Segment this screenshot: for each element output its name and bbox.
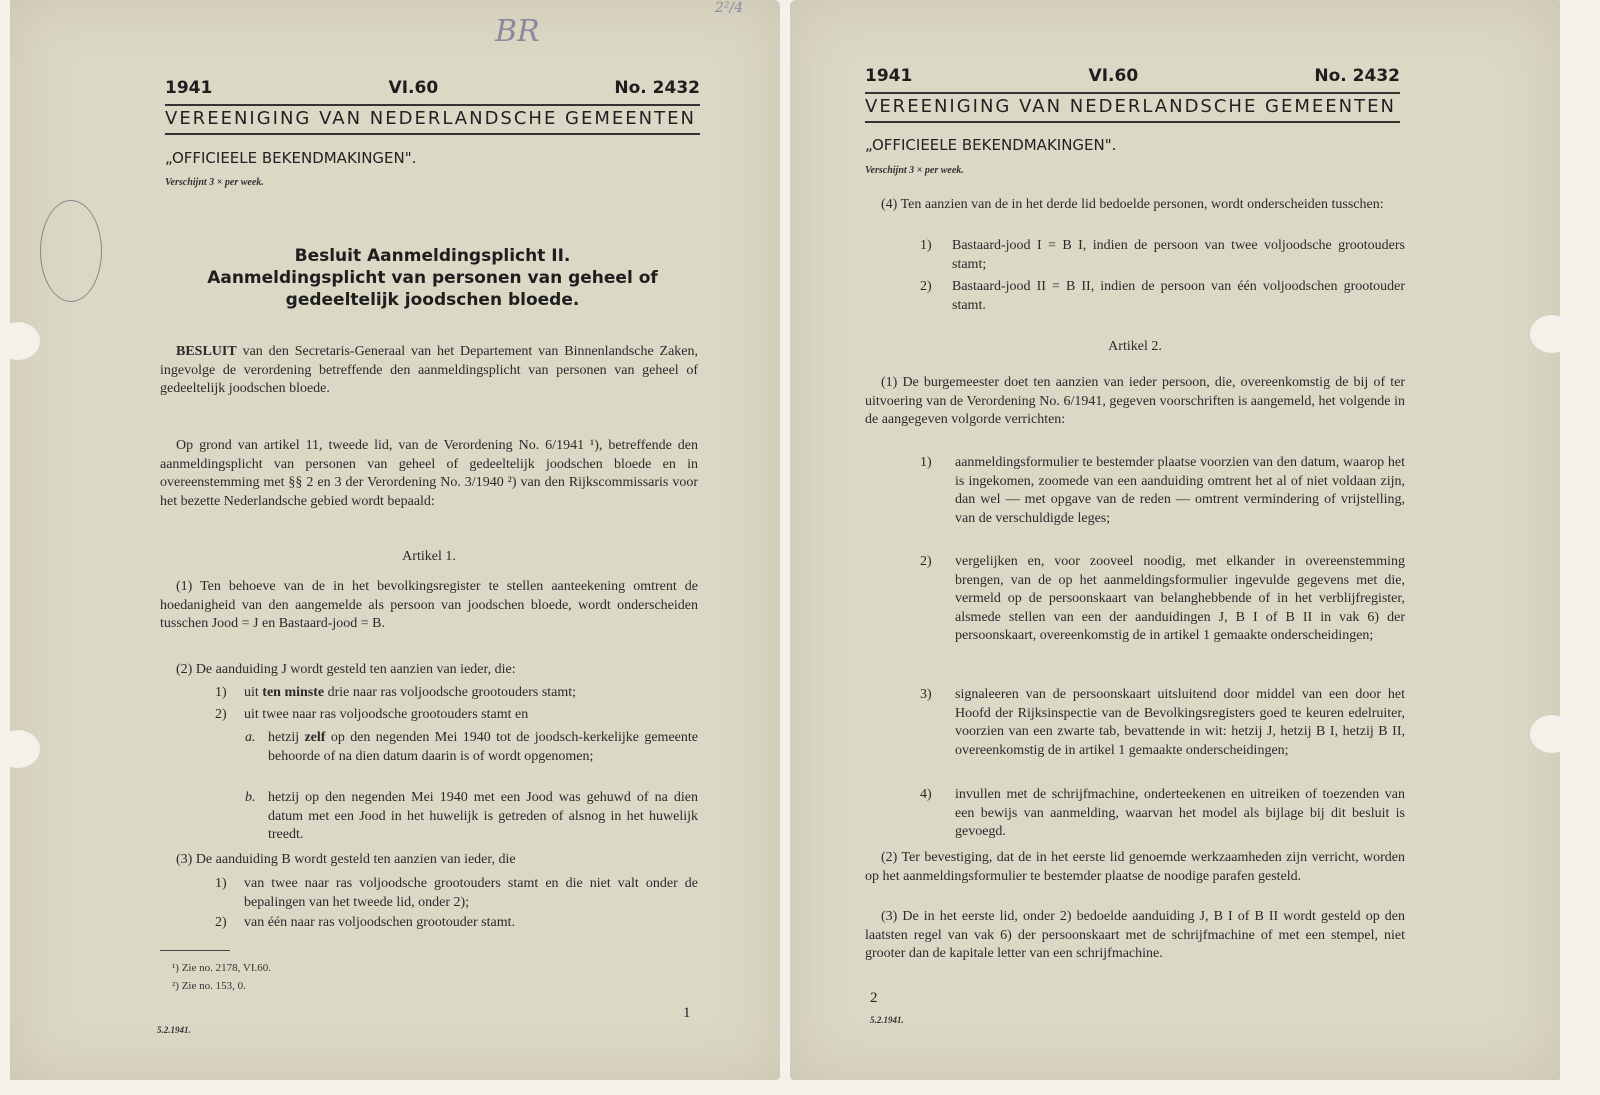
- besluit-text: van den Secretaris-Generaal van het Departement van Binnenlandsche Zaken, ingevolge de verordening betreffende den aanmeldingsplicht van personen van geheel of gedeeltelijk joodschen bloede.: [160, 344, 698, 396]
- right-page: [715, 0, 1560, 1080]
- item-text: invullen met de schrijfmachine, onderteekenen en uitreiken of toezenden van een bewijs van aanmelding, waarvan het model als bijlage bij dit besluit is gevoegd.: [955, 787, 1405, 839]
- text-run: uit: [244, 685, 263, 700]
- footnote-2: ²) Zie no. 153, 0.: [172, 980, 246, 992]
- item-number: 1): [920, 238, 932, 253]
- punch-hole-top: [1530, 315, 1574, 353]
- item-number: 2): [920, 554, 932, 569]
- item-text: signaleeren van de persoonskaart uitsluitend door middel van een door het Hoofd der Rijksinspectie van de Bevolkingsregisters goed te keuren edelruiter, voorzien van een zwarte tab, bevattende in wit: hetzij J, hetzij B I, hetzij B II, overeenkomstig de in artikel 1 gemaakte onderscheidingen;: [955, 687, 1405, 758]
- item-number: 1): [920, 455, 932, 470]
- header-row: [165, 78, 700, 98]
- frequency-note: Verschijnt 3 × per week.: [865, 165, 964, 176]
- item-text: Bastaard-jood II = B II, indien de persoon van één voljoodschen grootouder stamt.: [952, 279, 1405, 313]
- sub-item: [245, 789, 698, 845]
- header-year: 1941: [865, 66, 913, 86]
- list-item: [920, 686, 1405, 760]
- title-line-2: Aanmeldingsplicht van personen van geheel of: [207, 268, 658, 288]
- list-item: [215, 706, 698, 725]
- document-title: [165, 245, 700, 311]
- header-year: 1941: [165, 78, 213, 98]
- besluit-paragraph: [160, 343, 698, 399]
- item-number: 1): [215, 685, 227, 700]
- bold-run: ten minste: [262, 685, 325, 700]
- item-text: hetzij op den negenden Mei 1940 met een Jood was gehuwd of na dien datum met een Jood in het huwelijk is getreden of alsnog in het huwelijk treedt.: [268, 790, 698, 842]
- item-number: 4): [920, 787, 932, 802]
- list-item: [215, 914, 698, 933]
- preamble: Op grond van artikel 11, tweede lid, van de Verordening No. 6/1941 ¹), betreffende den aanmeldingsplicht van personen van geheel of gedeeltelijk joodschen bloede en in overeenstemming met §§ 2 en 3 der Verordening No. 3/1940 ²) van den Rijkscommissaris voor het bezette Nederlandsche gebied wordt bepaald:: [160, 438, 698, 509]
- sub-item: [245, 729, 698, 766]
- list-item: [920, 553, 1405, 646]
- pencil-annotation: BR: [495, 14, 540, 49]
- list-item: [215, 684, 698, 703]
- page-number: 2: [870, 990, 878, 1006]
- article-1-heading: Artikel 1.: [402, 549, 456, 564]
- header-code: VI.60: [1088, 66, 1139, 86]
- item-number: 2): [215, 707, 227, 722]
- text-run: op den negenden Mei 1940 tot de joodsch-kerkelijke gemeente behoorde of na dien datum daarin is of wordt opgenomen;: [268, 730, 698, 764]
- title-line-1: Besluit Aanmeldingsplicht II.: [294, 246, 571, 266]
- item-letter: b.: [245, 790, 256, 805]
- publication-name: „OFFICIEELE BEKENDMAKINGEN".: [865, 136, 1117, 154]
- left-page: [10, 0, 780, 1080]
- article-2-para-2: (2) Ter bevestiging, dat de in het eerste lid genoemde werkzaamheden zijn verricht, worden op het aanmeldingsformulier te bestemder plaatse de noodige parafen gesteld.: [865, 850, 1405, 884]
- publication-name: „OFFICIEELE BEKENDMAKINGEN".: [165, 149, 417, 167]
- organisation-banner: VEREENIGING VAN NEDERLANDSCHE GEMEENTEN: [165, 104, 700, 135]
- article-1-para-4: (4) Ten aanzien van de in het derde lid bedoelde personen, wordt onderscheiden tusschen:: [881, 197, 1384, 212]
- footnote-1: ¹) Zie no. 2178, VI.60.: [172, 962, 272, 974]
- item-text: van twee naar ras voljoodsche grootouders stamt en die niet valt onder de bepalingen van het tweede lid, onder 2);: [244, 876, 698, 910]
- header-code: VI.60: [388, 78, 439, 98]
- item-number: 2): [920, 279, 932, 294]
- organisation-banner: VEREENIGING VAN NEDERLANDSCHE GEMEENTEN: [865, 92, 1400, 123]
- list-item: [215, 875, 698, 912]
- article-1-para-3: (3) De aanduiding B wordt gesteld ten aanzien van ieder, die: [176, 852, 516, 867]
- item-text: vergelijken en, voor zooveel noodig, met elkander in overeenstemming brengen, van de op het aanmeldingsformulier ingevulde gegevens met die, vermeld op de persoonskaart van belanghebbende of in het verblijfregister, alsmede stellen van een der aanduidingen J, B I of B II in vak 6) der persoonskaart, overeenkomstig de in artikel 1 gemaakte onderscheidingen;: [955, 554, 1405, 643]
- issue-date: 5.2.1941.: [157, 1025, 191, 1035]
- item-text: van één naar ras voljoodschen grootouder stamt.: [244, 915, 515, 930]
- page-number: 1: [683, 1005, 691, 1021]
- item-number: 3): [920, 687, 932, 702]
- title-line-3: gedeeltelijk joodschen bloede.: [285, 290, 580, 310]
- item-number: 1): [215, 876, 227, 891]
- item-text: aanmeldingsformulier te bestemder plaatse voorzien van den datum, waarop het is ingekomen, zoomede van een aanduiding omtrent het al of niet voldaan zijn, dan wel — met opgave van de reden — omtrent vermindering of vrijstelling, van de verschuldigde leges;: [955, 455, 1405, 526]
- item-text: [244, 684, 698, 703]
- article-1-para-1: (1) Ten behoeve van de in het bevolkingsregister te stellen aanteekening omtrent de hoedanigheid van den aangemelde als persoon van joodschen bloede, wordt onderscheiden tusschen Jood = J en Bastaard-jood = B.: [160, 579, 698, 631]
- pencil-annotation: 2²/4: [715, 0, 744, 16]
- item-number: 2): [215, 915, 227, 930]
- text-run: hetzij: [268, 730, 305, 745]
- bold-run: zelf: [304, 730, 326, 745]
- list-item: [920, 278, 1405, 315]
- footnote-divider: [160, 950, 230, 951]
- article-2-para-1: (1) De burgemeester doet ten aanzien van ieder persoon, die, overeenkomstig de bij of ter uitvoering van de Verordening No. 6/1941, gegeven voorschriften is aangemeld, het volgende in de aangegeven volgorde verrichten:: [865, 375, 1405, 427]
- frequency-note: Verschijnt 3 × per week.: [165, 177, 264, 188]
- article-1-para-2: (2) De aanduiding J wordt gesteld ten aanzien van ieder, die:: [176, 662, 516, 677]
- pencil-circle: [40, 200, 102, 302]
- issue-date: 5.2.1941.: [870, 1015, 904, 1025]
- list-item: [920, 454, 1405, 528]
- item-text: Bastaard-jood I = B I, indien de persoon van twee voljoodsche grootouders stamt;: [952, 238, 1405, 272]
- list-item: [920, 237, 1405, 274]
- punch-hole-bottom: [1530, 715, 1574, 753]
- punch-hole-bottom: [0, 730, 40, 768]
- header-number: No. 2432: [614, 78, 700, 98]
- punch-hole-top: [0, 322, 40, 360]
- text-run: drie naar ras voljoodsche grootouders stamt;: [324, 685, 577, 700]
- header-row: [865, 66, 1400, 86]
- item-letter: a.: [245, 730, 256, 745]
- item-text: uit twee naar ras voljoodsche grootouders stamt en: [244, 707, 529, 722]
- item-text: [268, 729, 698, 766]
- besluit-word: BESLUIT: [176, 344, 237, 359]
- article-2-heading: Artikel 2.: [1108, 339, 1162, 354]
- header-number: No. 2432: [1314, 66, 1400, 86]
- article-2-para-3: (3) De in het eerste lid, onder 2) bedoelde aanduiding J, B I of B II wordt gesteld op den laatsten regel van vak 6) der persoonskaart met de schrijfmachine of met een stempel, niet grooter dan de kapitale letter van een schrijfmachine.: [865, 909, 1405, 961]
- list-item: [920, 786, 1405, 842]
